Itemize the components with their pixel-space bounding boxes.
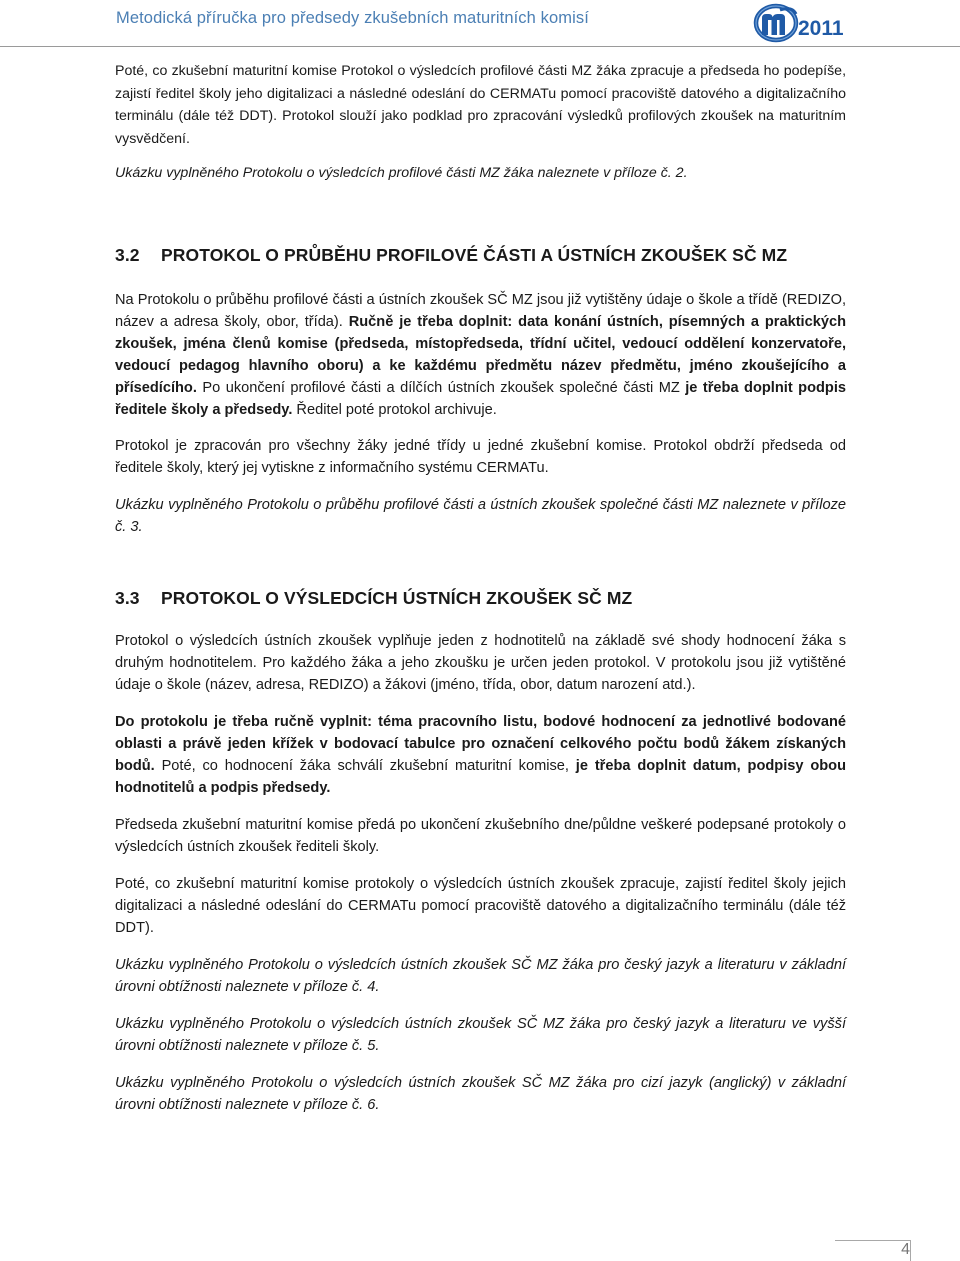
annex-2-reference: Ukázku vyplněného Protokolu o výsledcích profilové části MZ žáka naleznete v příloze č. 2. — [115, 165, 688, 181]
bold-run: Do protokolu je třeba ručně vyplnit: téma pracovního listu, bodové hodnocení za jednotlivé bodované oblasti a právě jeden křížek v bodovací tabulce pro označení celkového počtu bodů žákem získaných bodů. — [115, 714, 846, 774]
intro-paragraph — [115, 60, 846, 150]
annex-5-reference: Ukázku vyplněného Protokolu o výsledcích ústních zkoušek SČ MZ žáka pro český jazyk a literaturu ve vyšší úrovni obtížnosti naleznete v příloze č. 5. — [115, 1016, 846, 1054]
text-run: Na Protokolu o průběhu profilové části a ústních zkoušek SČ MZ jsou již vytištěny údaje o škole a třídě (REDIZO, název a adresa školy, obor, třída). — [115, 292, 846, 330]
page-header — [0, 0, 960, 47]
intro-line: ho podepíše, zajistí ředitel školy jeho digitalizaci a následné odeslání do CERMATu pomocí pracoviště — [115, 63, 847, 102]
annex-6-reference: Ukázku vyplněného Protokolu o výsledcích ústních zkoušek SČ MZ žáka pro cizí jazyk (anglický) v základní úrovni obtížnosti naleznete v příloze č. 6. — [115, 1075, 846, 1113]
bold-run: je třeba doplnit datum, podpisy obou hodnotitelů a podpis předsedy. — [115, 758, 846, 796]
section-3-2-heading — [115, 244, 846, 266]
section-3-2-paragraph-1 — [115, 289, 846, 421]
logo-year: 2011 — [798, 17, 844, 40]
bold-run: je třeba doplnit podpis ředitele školy a předsedy. — [115, 380, 846, 418]
section-title: PROTOKOL O PRŮBĚHU PROFILOVÉ ČÁSTI A ÚSTNÍCH ZKOUŠEK SČ MZ — [161, 245, 788, 265]
page-number: 4 — [901, 1241, 910, 1258]
section-3-3-paragraph-1: Protokol o výsledcích ústních zkoušek vyplňuje jeden z hodnotitelů na základě své shody hodnocení žáka s druhým hodnotitelem. Pro každého žáka a jeho zkoušku je určen jeden protokol. V protokolu jsou již vytištěné údaje o škole (název, adresa, REDIZO) a žákovi (jméno, třída, obor, datum narození atd.). — [115, 633, 846, 693]
section-3-3-paragraph-2 — [115, 711, 846, 799]
annex-3-reference: Ukázku vyplněného Protokolu o průběhu profilové části a ústních zkoušek společné části MZ naleznete v příloze č. 3. — [115, 497, 846, 535]
section-title: PROTOKOL O VÝSLEDCÍCH ÚSTNÍCH ZKOUŠEK SČ MZ — [161, 588, 633, 608]
section-3-3-paragraph-4: Poté, co zkušební maturitní komise protokoly o výsledcích ústních zkoušek zpracuje, zajistí ředitel školy jejich digitalizaci a následné odeslání do CERMATu pomocí pracoviště datového a digitalizačního terminálu (dále též DDT). — [115, 876, 846, 936]
intro-line: výsledků profilových zkoušek na maturitním vysvědčení. — [115, 108, 846, 147]
section-3-3-heading — [115, 587, 846, 609]
header-title: Metodická příručka pro předsedy zkušebních maturitních komisí — [116, 9, 589, 27]
annex-4-reference: Ukázku vyplněného Protokolu o výsledcích ústních zkoušek SČ MZ žáka pro český jazyk a literaturu v základní úrovni obtížnosti naleznete v příloze č. 4. — [115, 957, 846, 995]
text-run: Ředitel poté protokol archivuje. — [292, 402, 497, 418]
text-run: Po ukončení profilové části a dílčích ústních zkoušek společné části MZ — [196, 380, 686, 396]
m2011-logo — [752, 2, 856, 44]
section-number: 3.2 — [115, 245, 140, 265]
section-3-3-paragraph-3: Předseda zkušební maturitní komise předá po ukončení zkušebního dne/půldne veškeré podepsané protokoly o výsledcích ústních zkoušek řediteli školy. — [115, 817, 846, 855]
text-run: Poté, co hodnocení žáka schválí zkušební maturitní komise, — [154, 758, 576, 774]
section-number: 3.3 — [115, 588, 140, 608]
bold-run: Ručně je třeba doplnit: data konání ústních, písemných a praktických zkoušek, jména členů komise (předseda, místopředseda, třídní učitel, vedoucí oddělení konzervatoře, vedoucí pedagog hlavního oboru) a ke každému předmětu název předmětu, jméno zkoušejícího a přísedícího. — [115, 314, 846, 396]
section-3-2-paragraph-2: Protokol je zpracován pro všechny žáky jedné třídy u jedné zkušební komise. Protokol obdrží předseda od ředitele školy, který jej vytiskne z informačního systému CERMATu. — [115, 438, 846, 476]
footer-page-box — [835, 1240, 911, 1261]
page-content — [115, 60, 846, 1116]
intro-line: datového a digitalizačního terminálu (dále též DDT). Protokol slouží jako podklad pro zpracování — [115, 85, 846, 124]
intro-line: Poté, co zkušební maturitní komise Protokol o výsledcích profilové části MZ žáka zpracuje a předseda — [115, 63, 764, 79]
